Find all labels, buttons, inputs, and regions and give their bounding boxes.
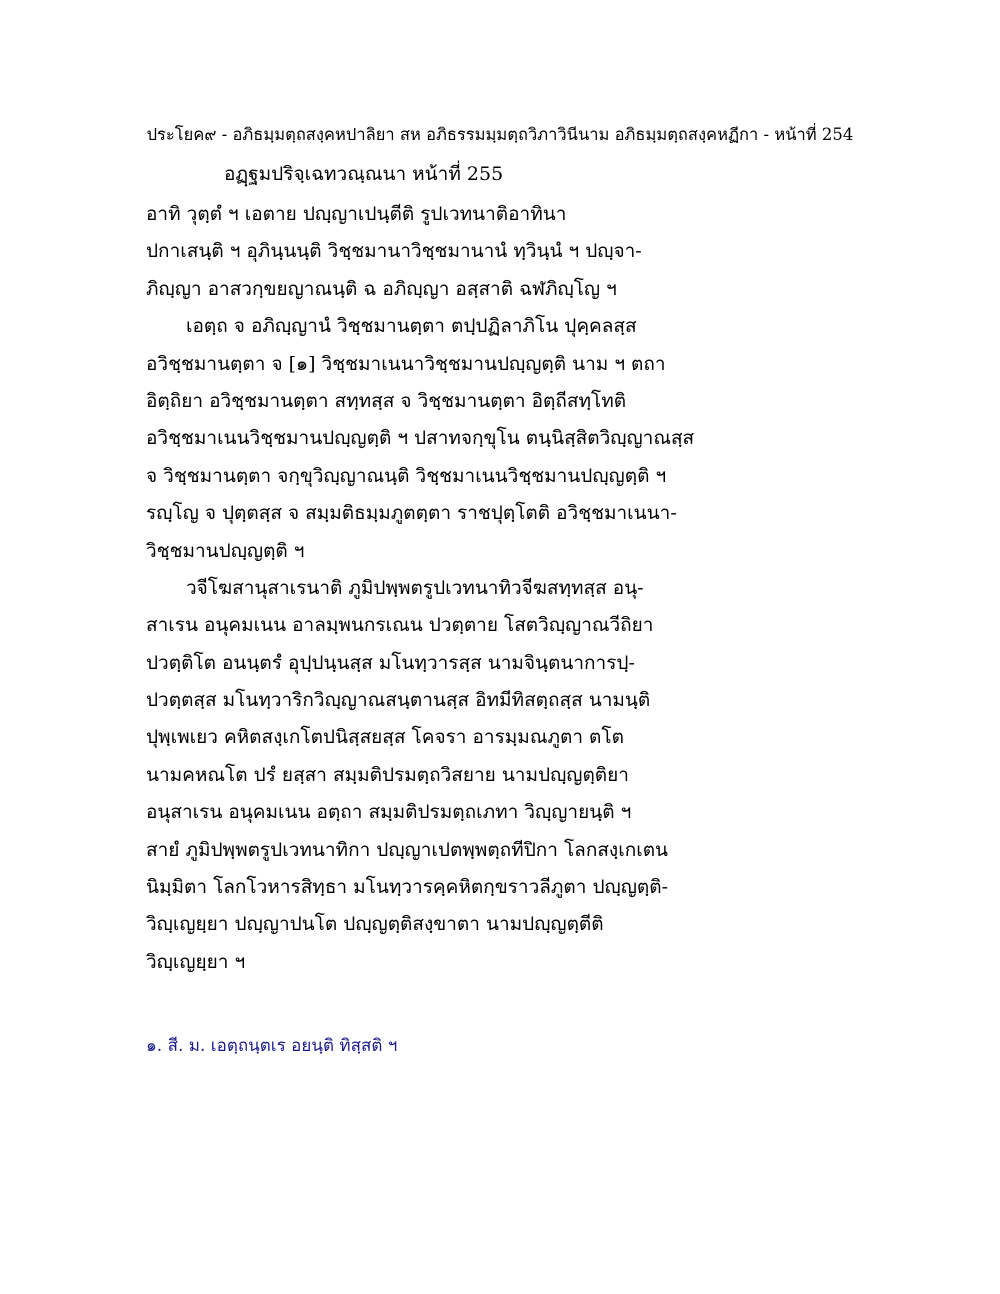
text-line: อวิชฺชมาเนนวิชฺชมานปญฺญตฺติ ฯ ปสาทจกฺขุโน ตนฺนิสฺสิตวิญฺญาณสฺส [146,427,695,450]
text-line: ปกาเสนฺติ ฯ อุภินฺนนฺติ วิชฺชมานาวิชฺชมานานํ ทฺวินฺนํ ฯ ปญฺจา- [146,240,642,263]
text-line: วิชฺชมานปญฺญตฺติ ฯ [146,539,305,562]
text-line: ปุพฺเพเยว คหิตสงฺเกโตปนิสฺสยสฺส โคจรา อารมฺมณภูตา ตโต [146,726,624,749]
footnote: ๑. สี. ม. เอตฺถนฺตเร อยนฺติ ทิสฺสติ ฯ [146,1036,398,1056]
text-line: นิมฺมิตา โลกโวหารสิทฺธา มโนทฺวารคฺคหิตกฺขราวลีภูตา ปญฺญตฺติ- [146,876,668,899]
text-line: จ วิชฺชมานตฺตา จกฺขุวิญฺญาณนฺติ วิชฺชมาเนนวิชฺชมานปญฺญตฺติ ฯ [146,464,667,487]
text-line: นามคหณโต ปรํ ยสฺสา สมฺมติปรมตฺถวิสยาย นามปญฺญตฺติยา [146,763,629,786]
text-line: อนุสาเรน อนุคมเนน อตฺถา สมฺมติปรมตฺถเภทา วิญฺญายนฺติ ฯ [146,801,632,824]
text-line: อาทิ วุตฺตํ ฯ เอตาย ปญฺญาเปนฺตีติ รูปเวทนาติอาทินา [146,203,567,225]
text-line: รญฺโญ จ ปุตฺตสฺส จ สมฺมติธมฺมภูตตฺตา ราชปุตฺโตติ อวิชฺชมาเนนา- [146,502,677,525]
page-header: ประโยค๙ - อภิธมฺมตฺถสงฺคหปาลิยา สห อภิธรรมมฺมตฺถวิภาวินีนาม อภิธมฺมตฺถสงฺคหฏีกา - หน้าที่ 254 [146,125,854,144]
text-line: ปวตฺตสฺส มโนทฺวาริกวิญฺญาณสนฺตานสฺส อิทมีทิสตฺถสฺส นามนฺติ [146,689,651,712]
text-line: วิญฺเญยฺยา ฯ [146,950,246,973]
text-line: วิญฺเญยฺยา ปญฺญาปนโต ปญฺญตฺติสงฺขาตา นามปญฺญตฺตีติ [146,913,604,936]
text-line: อวิชฺชมานตฺตา จ [๑] วิชฺชมาเนนาวิชฺชมานปญฺญตฺติ นาม ฯ ตถา [146,352,666,375]
paragraph-start-line: วจีโฆสานุสาเรนาติ ภูมิปพฺพตรูปเวทนาทิวจีฆสทฺทสฺส อนุ- [186,576,644,599]
section-title: อฏฺฐมปริจฺเฉทวณฺณนา หน้าที่ 255 [224,163,504,185]
body-text [146,200,846,985]
text-line: อิตฺถิยา อวิชฺชมานตฺตา สทฺทสฺส จ วิชฺชมานตฺตา อิตฺถีสทฺโทติ [146,389,627,412]
text-line: สายํ ภูมิปพฺพตรูปเวทนาทิกา ปญฺญาเปตพฺพตฺถทีปิกา โลกสงฺเกเตน [146,838,669,861]
text-line: ปวตฺติโต อนนฺตรํ อุปฺปนฺนสฺส มโนทฺวารสฺส นามจินฺตนาการปฺ- [146,651,635,674]
paragraph-start-line: เอตฺถ จ อภิญฺญานํ วิชฺชมานตฺตา ตปฺปฏิลาภิโน ปุคฺคลสฺส [186,315,637,338]
text-line: ภิญฺญา อาสวกฺขยญาณนฺติ ฉ อภิญฺญา อสฺสาติ ฉฬภิญฺโญ ฯ [146,277,617,300]
text-line: สาเรน อนุคมเนน อาลมฺพนกรเณน ปวตฺตาย โสตวิญฺญาณวีถิยา [146,614,654,637]
